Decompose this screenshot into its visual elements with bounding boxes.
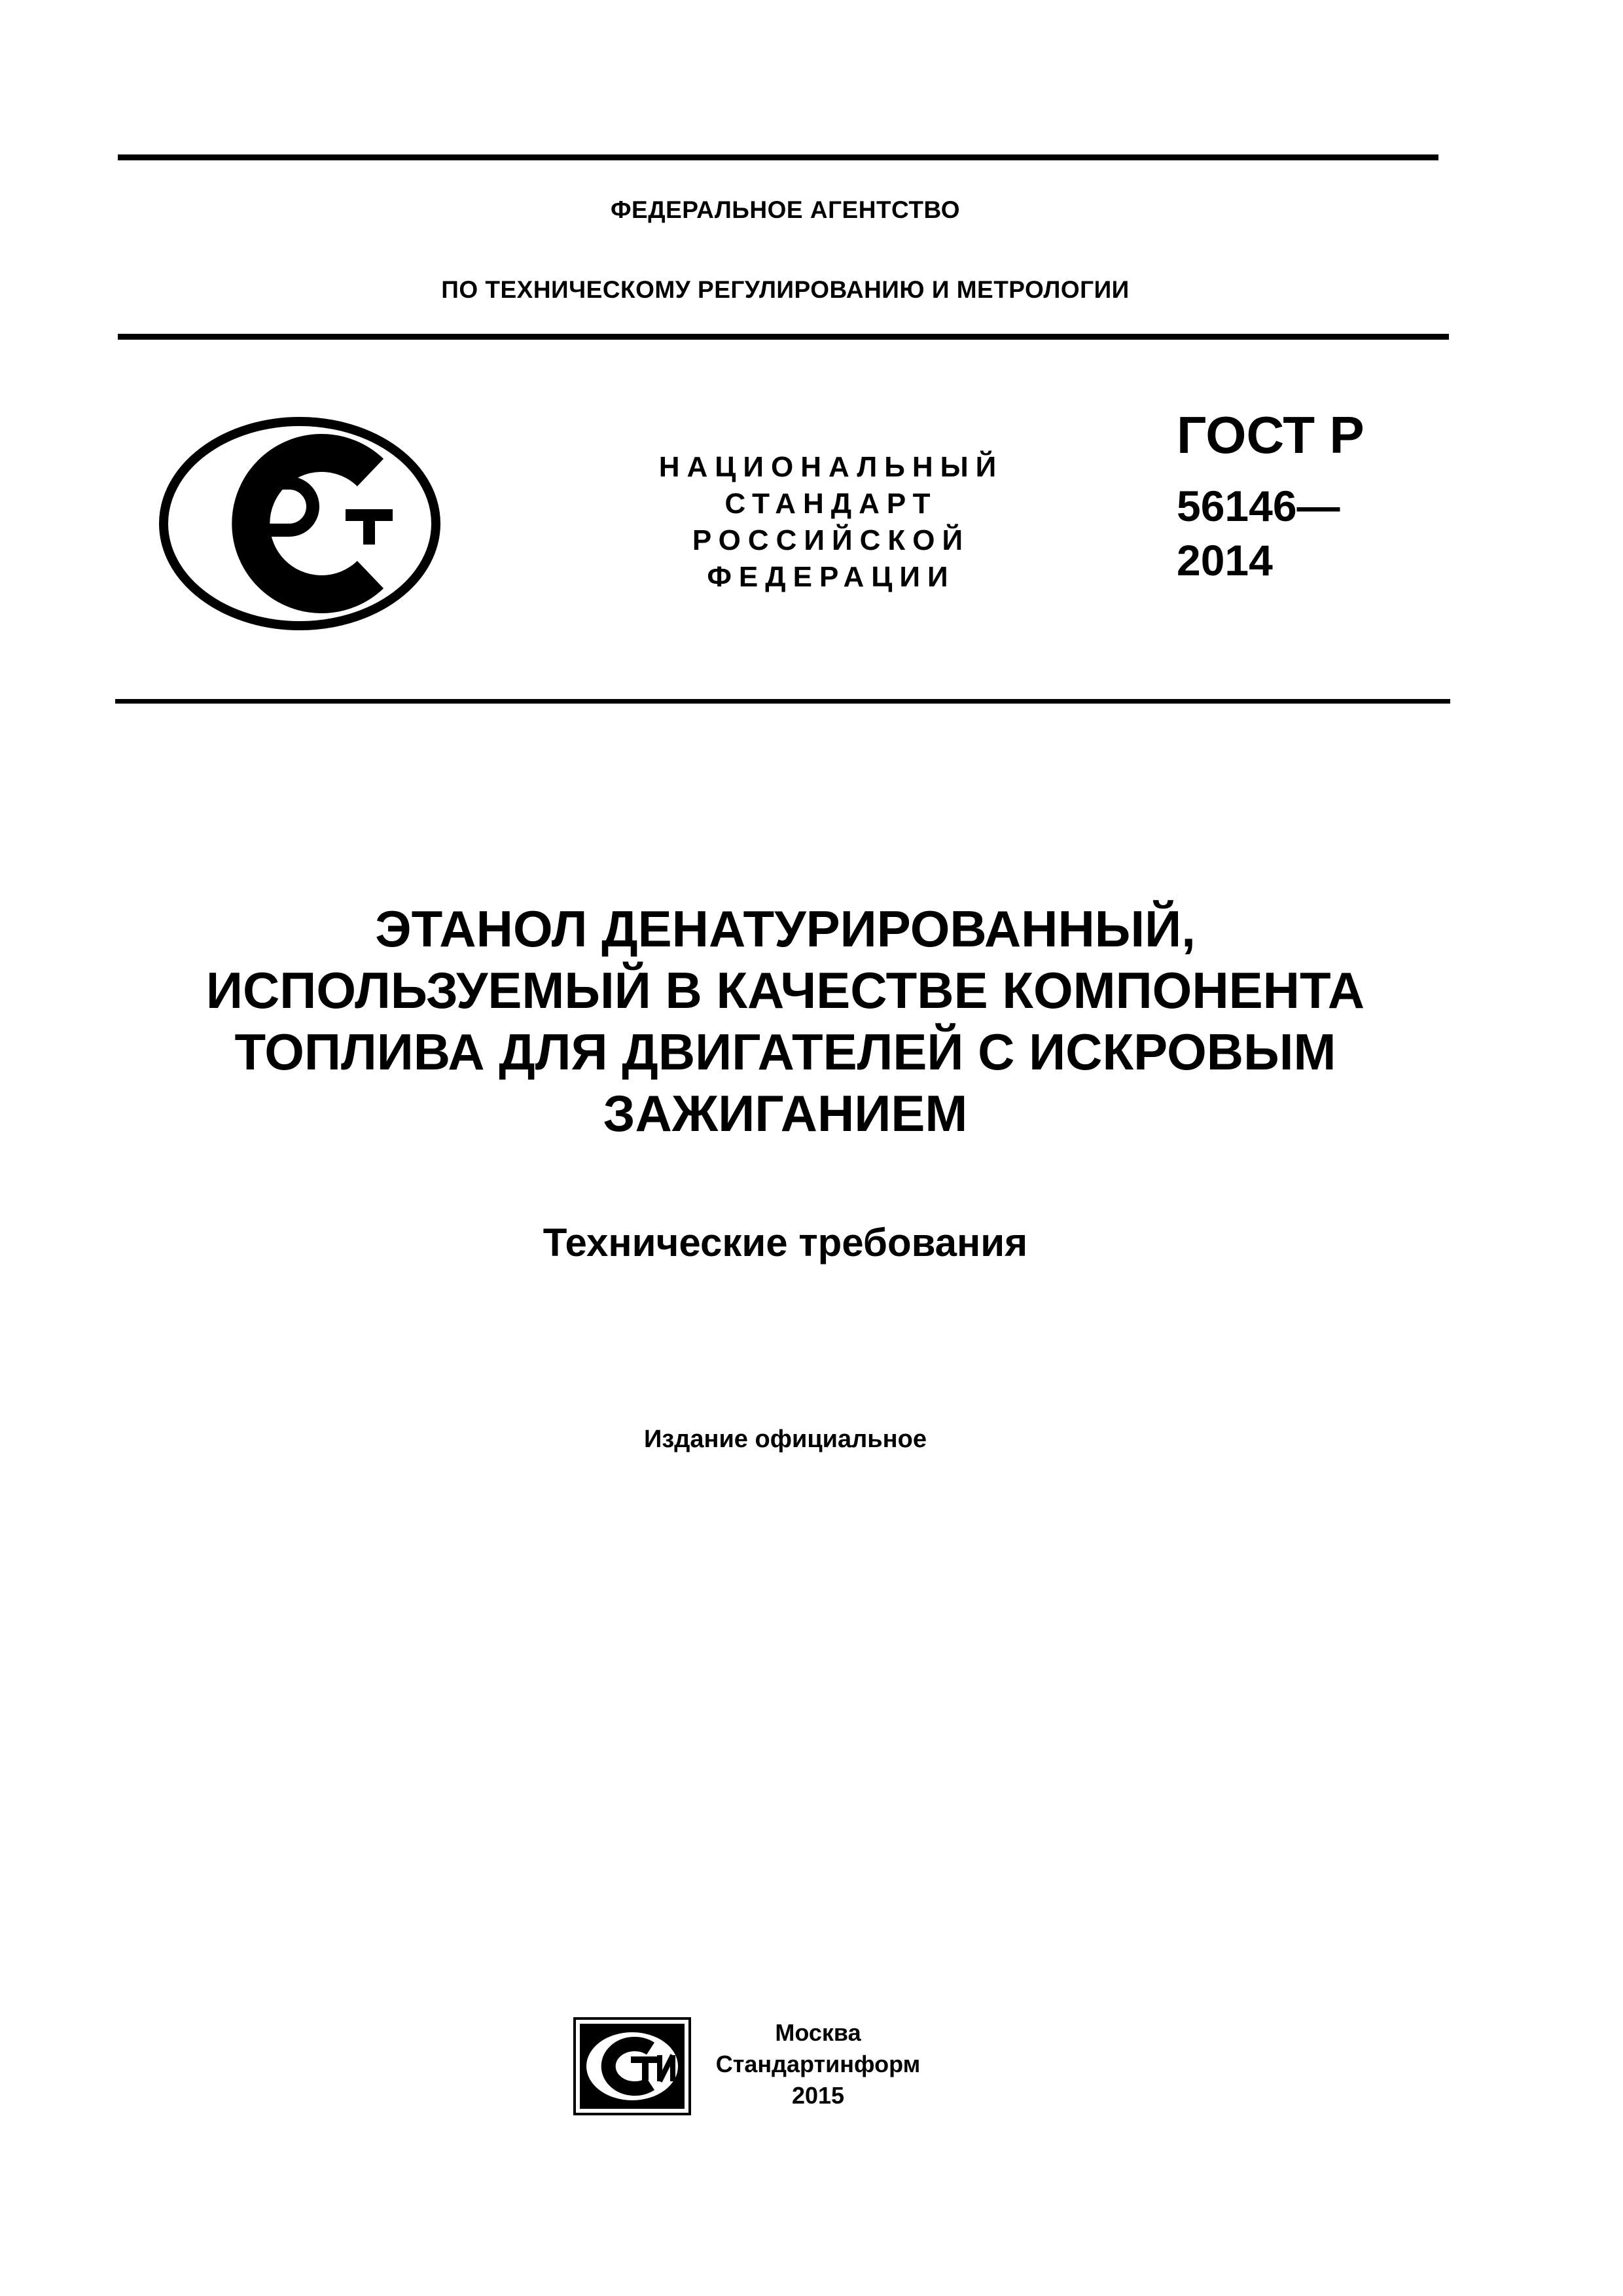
- gost-number: 56146—: [1177, 482, 1340, 530]
- national-standard-line4: ФЕДЕРАЦИИ: [707, 561, 955, 593]
- rst-logo-icon: [149, 406, 450, 641]
- gost-prefix: ГОСТ Р: [1177, 406, 1364, 464]
- top-rule: [118, 154, 1438, 160]
- edition-label: Издание официальное: [644, 1426, 927, 1453]
- imprint-city: Москва: [775, 2019, 861, 2046]
- document-title: [52, 898, 1518, 1144]
- gost-year: 2014: [1177, 536, 1273, 584]
- header-bottom-rule: [115, 699, 1450, 704]
- standartinform-logo-icon: [573, 2017, 691, 2115]
- document-subtitle: Технические требования: [543, 1221, 1028, 1265]
- imprint-year: 2015: [791, 2082, 845, 2109]
- title-line1: ЭТАНОЛ ДЕНАТУРИРОВАННЫЙ,: [375, 900, 1196, 958]
- national-standard-line3: РОССИЙСКОЙ: [692, 524, 971, 556]
- national-standard-label: [628, 449, 1034, 596]
- title-line2: ИСПОЛЬЗУЕМЫЙ В КАЧЕСТВЕ КОМПОНЕНТА: [205, 961, 1365, 1019]
- imprint-block: [694, 2017, 942, 2111]
- title-line3: ТОПЛИВА ДЛЯ ДВИГАТЕЛЕЙ С ИСКРОВЫМ: [234, 1023, 1336, 1081]
- title-line4: ЗАЖИГАНИЕМ: [603, 1085, 968, 1142]
- national-standard-line1: НАЦИОНАЛЬНЫЙ: [658, 451, 1004, 483]
- agency-bottom-rule: [118, 334, 1449, 340]
- national-standard-line2: СТАНДАРТ: [724, 488, 938, 520]
- imprint-publisher: Стандартинформ: [715, 2051, 921, 2077]
- agency-name-line2: ПО ТЕХНИЧЕСКОМУ РЕГУЛИРОВАНИЮ И МЕТРОЛОГИИ: [441, 276, 1130, 303]
- agency-name-line1: ФЕДЕРАЛЬНОЕ АГЕНТСТВО: [610, 196, 961, 223]
